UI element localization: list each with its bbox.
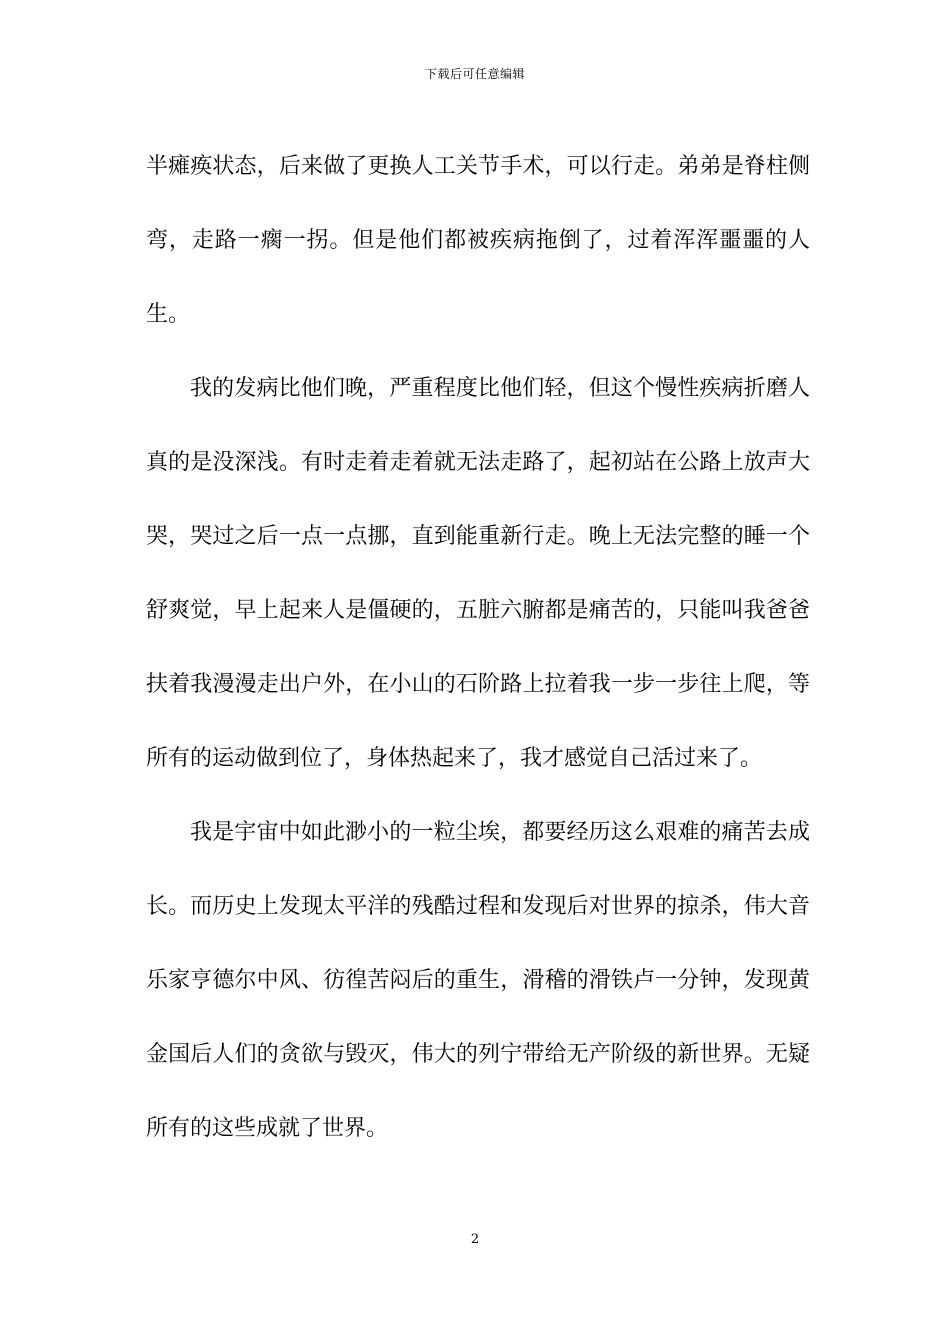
page-number: 2: [470, 1232, 480, 1247]
body-text: [146, 130, 810, 1166]
paragraph: 我的发病比他们晚，严重程度比他们轻，但这个慢性疾病折磨人真的是没深浅。有时走着走着就无法走路了，起初站在公路上放声大哭，哭过之后一点一点挪，直到能重新行走。晚上无法完整的睡一个舒爽觉，早上起来人是僵硬的，五脏六腑都是痛苦的，只能叫我爸爸扶着我漫漫走出户外，在小山的石阶路上拉着我一步一步往上爬，等所有的运动做到位了，身体热起来了，我才感觉自己活过来了。: [146, 376, 810, 771]
paragraph-continued: 半瘫痪状态，后来做了更换人工关节手术，可以行走。弟弟是脊柱侧弯，走路一瘸一拐。但是他们都被疾病拖倒了，过着浑浑噩噩的人生。: [146, 154, 810, 327]
page-header: 下载后可任意编辑: [424, 67, 525, 81]
paragraph: 我是宇宙中如此渺小的一粒尘埃，都要经历这么艰难的痛苦去成长。而历史上发现太平洋的残酷过程和发现后对世界的掠杀，伟大音乐家亨德尔中风、彷徨苦闷后的重生，滑稽的滑铁卢一分钟，发现黄金国后人们的贪欲与毁灭，伟大的列宁带给无产阶级的新世界。无疑所有的这些成就了世界。: [146, 820, 810, 1141]
